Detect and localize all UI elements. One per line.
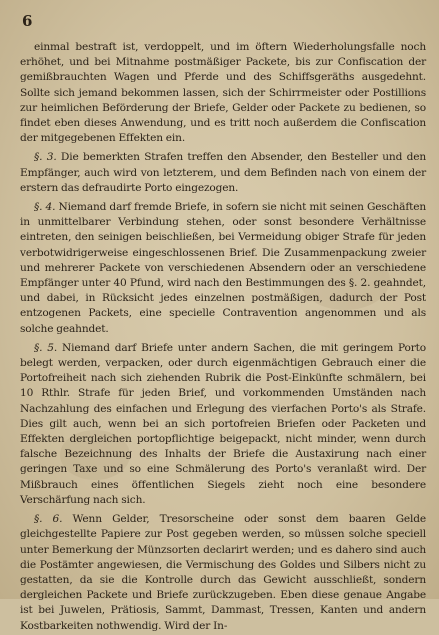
paragraph-section-6 — [20, 512, 426, 634]
section-marker: §. 5. — [34, 341, 58, 354]
paragraph-section-4 — [20, 200, 426, 337]
section-marker: §. 6. — [34, 513, 63, 526]
paragraph — [20, 40, 426, 146]
section-marker — [20, 41, 34, 53]
body-text — [20, 40, 426, 635]
paragraph-text: Niemand darf fremde Briefe, in sofern sie nicht mit seinen Geschäften in unmittelbarer Verbindung stehen, oder sonst besondere Verhältnisse eintreten, den seinigen beischließen, bei Vermeidung obiger Strafe für jeden verbotwidrigerweise eingeschlossenen Brief. Die Zusammenpackung zweier und mehrerer Packete von verschiedenen Absendern oder an verschiedene Empfänger unter 40 Pfund, wird nach den Bestimmungen des §. 2. geahndet, und dabei, in Rücksicht jedes einzelnen postmäßigen, dadurch der Post entzogenen Packets, eine specielle Contravention angenommen und als solche geahndet. — [20, 201, 426, 335]
page-number: 6 — [22, 12, 33, 30]
section-marker: §. 3. — [34, 151, 57, 164]
paragraph-text: einmal bestraft ist, verdoppelt, und im öftern Wiederholungsfalle noch erhöhet, und bei Mitnahme postmäßiger Packete, bis zur Confiscation der gemißbrauchten Wagen und Pferde und des Schiffsgeräths ausgedehnt. Sollte sich jemand bekommen lassen, sich der Schirrmeister oder Postillions zur heimlichen Beförderung der Briefe, Gelder oder Packete zu bedienen, so findet eben dieses Anwendung, und es tritt noch außerdem die Confiscation der mitgegebenen Effekten ein. — [20, 41, 426, 145]
paragraph-section-3 — [20, 150, 426, 196]
paragraph-text: Wenn Gelder, Tresorscheine oder sonst dem baaren Gelde gleichgestellte Papiere zur Post gegeben werden, so müssen solche speciell unter Bemerkung der Münzsorten declarirt werden; und es dahero sind auch die Postämter angewiesen, die Vermischung des Goldes und Silbers nicht zu gestatten, da sie die Kontrolle durch das Gewicht ausschließt, sondern dergleichen Packete und Briefe zurückzugeben. Eben diese genaue Angabe ist bei Juwelen, Prätiosis, Sammt, Dammast, Tressen, Kanten und andern Kostbarkeiten nothwendig. Wird der In- — [20, 513, 427, 632]
section-marker: §. 4. — [34, 201, 56, 214]
paragraph-text: Niemand darf Briefe unter andern Sachen, die mit geringem Porto belegt werden, verpacken, oder durch eigenmächtigen Gebrauch einer die Portofreiheit nach sich ziehenden Rubrik die Post-Einkünfte schmälern, bei 10 Rthlr. Strafe für jeden Brief, und vorkommenden Umständen nach Nachzahlung des einfachen und Erlegung des vierfachen Porto's als Strafe. Dies gilt auch, wenn bei an sich portofreien Briefen oder Packeten und Effekten dergleichen portopflichtige beigepackt, nicht minder, wenn durch falsche Bezeichnung des Inhalts der Briefe die Austaxirung nach einer geringen Taxe und so eine Schmälerung des Porto's veranlaßt wird. Der Mißbrauch eines öffentlichen Siegels zieht noch eine besondere Verschärfung nach sich. — [20, 341, 427, 506]
paragraph-text: Die bemerkten Strafen treffen den Absender, den Besteller und den Empfänger, auch wird von letzterem, und dem Befinden nach von einem der erstern das defraudirte Porto eingezogen. — [20, 151, 427, 194]
paragraph-section-5 — [20, 341, 426, 508]
